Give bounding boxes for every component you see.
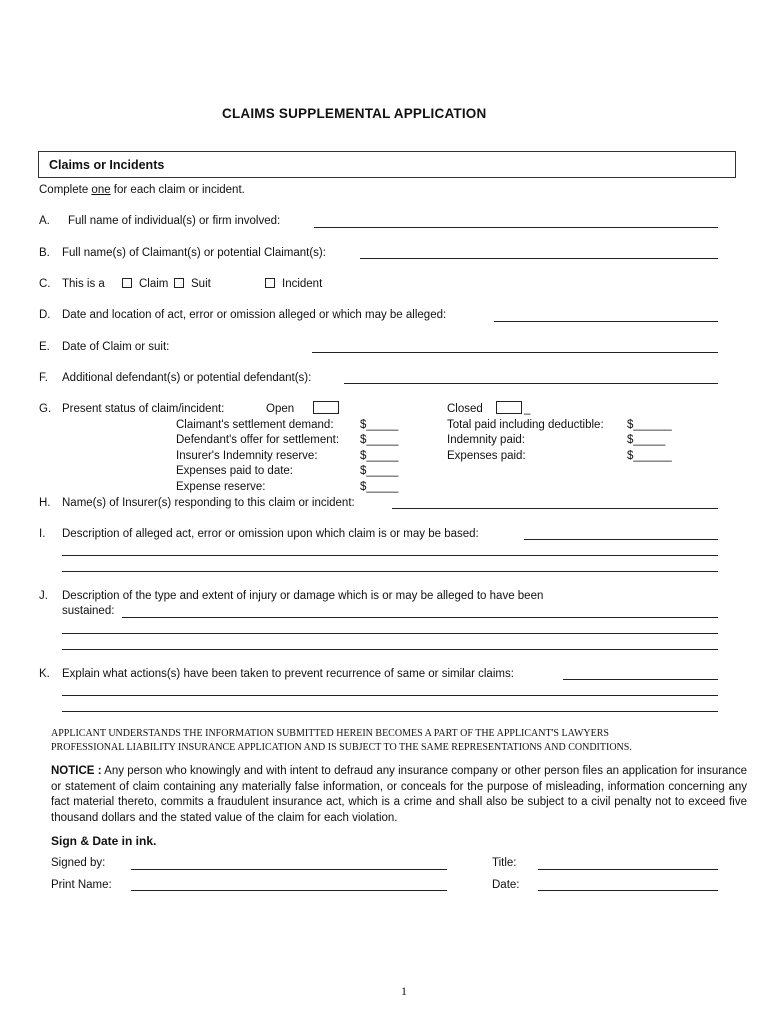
item-k-field-2[interactable] bbox=[62, 695, 718, 696]
notice-label: NOTICE : bbox=[51, 765, 102, 777]
item-c-letter: C. bbox=[39, 278, 51, 290]
item-j-field-3[interactable] bbox=[62, 649, 718, 650]
indemnity-paid-value[interactable]: $_____ bbox=[627, 434, 666, 446]
total-paid-value[interactable]: $______ bbox=[627, 419, 672, 431]
title-label: Title: bbox=[492, 857, 517, 869]
item-b-letter: B. bbox=[39, 247, 50, 259]
page-title: CLAIMS SUPPLEMENTAL APPLICATION bbox=[222, 106, 487, 121]
expenses-paid-value[interactable]: $______ bbox=[627, 450, 672, 462]
open-checkbox[interactable] bbox=[313, 401, 339, 414]
item-g-letter: G. bbox=[39, 403, 52, 415]
page-number: 1 bbox=[401, 984, 407, 998]
item-e-letter: E. bbox=[39, 341, 50, 353]
section-header-box bbox=[38, 151, 736, 178]
open-label: Open bbox=[266, 403, 295, 415]
item-k-field-3[interactable] bbox=[62, 711, 718, 712]
claimant-demand-label: Claimant's settlement demand: bbox=[176, 419, 334, 431]
item-a-field[interactable] bbox=[314, 227, 718, 228]
claim-option-label: Claim bbox=[139, 278, 169, 290]
item-j-label-2: sustained: bbox=[62, 605, 115, 617]
defendant-offer-label: Defendant's offer for settlement: bbox=[176, 434, 340, 446]
indemnity-paid-label: Indemnity paid: bbox=[447, 434, 525, 446]
notice-text: Any person who knowingly and with intent to defraud any insurance company or other person files an application for insurance or statement of claim containing any materially false information, or conceals for the purpose of misleading, information concerning any fact material thereto, commits a fraudulent insurance act, which is a crime and shall also be subject to a civil penalty not to exceed five thousand dollars and the stated value of the claim for each violation. bbox=[51, 765, 747, 824]
title-field[interactable] bbox=[538, 869, 718, 870]
print-name-label: Print Name: bbox=[51, 879, 112, 891]
item-e-label: Date of Claim or suit: bbox=[62, 341, 170, 353]
incident-option-label: Incident bbox=[282, 278, 323, 290]
item-f-field[interactable] bbox=[344, 383, 718, 384]
item-b-field[interactable] bbox=[360, 258, 718, 259]
item-d-label: Date and location of act, error or omission alleged or which may be alleged: bbox=[62, 309, 447, 321]
item-g-label: Present status of claim/incident: bbox=[62, 403, 225, 415]
indemnity-reserve-label: Insurer's Indemnity reserve: bbox=[176, 450, 318, 462]
item-k-letter: K. bbox=[39, 668, 50, 680]
applicant-statement-line-2: PROFESSIONAL LIABILITY INSURANCE APPLICATION AND IS SUBJECT TO THE SAME REPRESENTATIONS AND CONDITIONS. bbox=[51, 742, 632, 753]
item-j-label: Description of the type and extent of injury or damage which is or may be alleged to have been bbox=[62, 590, 544, 602]
closed-label: Closed bbox=[447, 403, 483, 415]
indemnity-reserve-value[interactable]: $_____ bbox=[360, 450, 399, 462]
item-i-field-2[interactable] bbox=[62, 555, 718, 556]
item-d-field[interactable] bbox=[494, 321, 718, 322]
item-b-label: Full name(s) of Claimant(s) or potential Claimant(s): bbox=[62, 247, 326, 259]
item-a-letter: A. bbox=[39, 215, 50, 227]
item-i-field-1[interactable] bbox=[524, 539, 718, 540]
item-k-field-1[interactable] bbox=[563, 679, 718, 680]
claim-checkbox[interactable] bbox=[122, 278, 132, 288]
total-paid-label: Total paid including deductible: bbox=[447, 419, 604, 431]
item-d-letter: D. bbox=[39, 309, 51, 321]
incident-checkbox[interactable] bbox=[265, 278, 275, 288]
print-name-field[interactable] bbox=[131, 890, 447, 891]
section-header: Claims or Incidents bbox=[49, 158, 165, 172]
sign-heading: Sign & Date in ink. bbox=[51, 834, 157, 848]
item-c-label: This is a bbox=[62, 278, 105, 290]
expense-reserve-value[interactable]: $_____ bbox=[360, 481, 399, 493]
item-i-letter: I. bbox=[39, 528, 46, 540]
item-h-letter: H. bbox=[39, 497, 51, 509]
expenses-paid-label: Expenses paid: bbox=[447, 450, 526, 462]
item-h-field[interactable] bbox=[392, 508, 718, 509]
signed-by-label: Signed by: bbox=[51, 857, 106, 869]
defendant-offer-value[interactable]: $_____ bbox=[360, 434, 399, 446]
suit-checkbox[interactable] bbox=[174, 278, 184, 288]
item-f-label: Additional defendant(s) or potential defendant(s): bbox=[62, 372, 312, 384]
item-a-label: Full name of individual(s) or firm involved: bbox=[68, 215, 281, 227]
applicant-statement-line-1: APPLICANT UNDERSTANDS THE INFORMATION SUBMITTED HEREIN BECOMES A PART OF THE APPLICANT'S LAWYERS bbox=[51, 728, 609, 739]
item-h-label: Name(s) of Insurer(s) responding to this claim or incident: bbox=[62, 497, 355, 509]
item-j-field-1[interactable] bbox=[122, 617, 718, 618]
closed-suffix: _ bbox=[524, 403, 531, 415]
claimant-demand-value[interactable]: $_____ bbox=[360, 419, 399, 431]
item-j-letter: J. bbox=[39, 590, 48, 602]
date-label: Date: bbox=[492, 879, 520, 891]
item-k-label: Explain what actions(s) have been taken to prevent recurrence of same or similar claims: bbox=[62, 668, 514, 680]
item-i-field-3[interactable] bbox=[62, 571, 718, 572]
item-j-field-2[interactable] bbox=[62, 633, 718, 634]
item-e-field[interactable] bbox=[312, 352, 718, 353]
expense-reserve-label: Expense reserve: bbox=[176, 481, 266, 493]
expenses-paid-date-label: Expenses paid to date: bbox=[176, 465, 293, 477]
item-i-label: Description of alleged act, error or omission upon which claim is or may be based: bbox=[62, 528, 479, 540]
instruction-text: Complete one for each claim or incident. bbox=[39, 184, 245, 196]
item-f-letter: F. bbox=[39, 372, 48, 384]
closed-checkbox[interactable] bbox=[496, 401, 522, 414]
date-field[interactable] bbox=[538, 890, 718, 891]
notice-paragraph bbox=[51, 764, 747, 826]
signed-by-field[interactable] bbox=[131, 869, 447, 870]
expenses-paid-date-value[interactable]: $_____ bbox=[360, 465, 399, 477]
suit-option-label: Suit bbox=[191, 278, 211, 290]
